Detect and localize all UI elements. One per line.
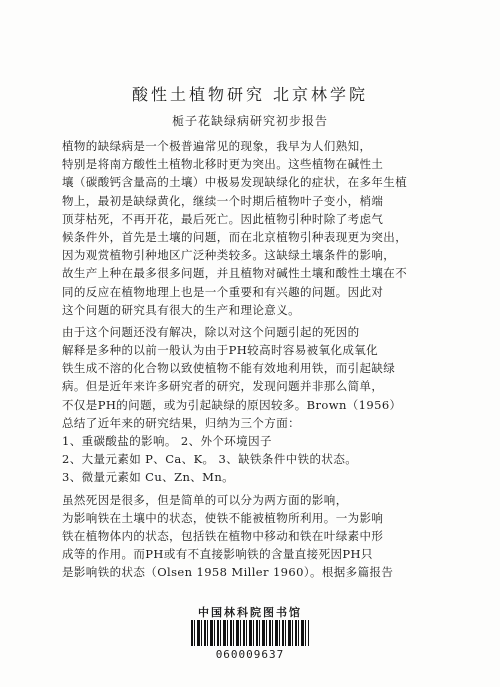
body-line: 病。但是近年来许多研究者的研究，发现问题并非那么简单，	[62, 379, 384, 394]
body-line: 植物的缺绿病是一个极普遍常见的现象，我早为人们熟知，	[62, 139, 372, 153]
body-line: 物上，最初是缺绿黄化，继续一个时期后植物叶子变小，梢端	[62, 193, 384, 208]
body-line: 成等的作用。而PH或有不直接影响铁的含量直接死因PH只	[62, 547, 373, 562]
barcode-number: 060009637	[215, 648, 285, 661]
body-line: 铁在植物体内的状态，包括铁在植物中移动和铁在叶绿素中形	[62, 528, 384, 543]
list-item: 1、重碳酸盐的影响。 2、外个环境因子	[62, 434, 272, 448]
body-line: 候条件外，首先是土壤的问题，而在北京植物引种表现更为突出，	[62, 229, 408, 244]
body-line: 顶芽枯死，不再开花，最后死亡。因此植物引种时除了考虑气	[62, 211, 384, 226]
document-body	[62, 137, 446, 582]
list-item: 2、大量元素如 P、Ca、K。 3、缺铁条件中铁的状态。	[62, 452, 358, 467]
body-line: 铁生成不溶的化合物以致使植物不能有效地利用铁，而引起缺绿	[62, 361, 396, 376]
body-line: 壤（碳酸钙含量高的土壤）中极易发现缺绿化的症状，在多年生植	[62, 175, 408, 190]
body-line: 总结了近年来的研究结果，归纳为三个方面：	[62, 415, 300, 430]
body-line: 是影响铁的状态（Olsen 1958 Miller 1960）。根据多篇报告	[62, 565, 394, 580]
document-title: 酸性土植物研究 北京林学院	[131, 85, 369, 104]
body-line: 不仅是PH的问题，或为引起缺绿的原因较多。Brown（1956）	[62, 397, 402, 412]
body-line: 解释是多种的以前一般认为由于PH较高时容易被氧化成氧化	[62, 343, 379, 358]
body-line: 因为观赏植物引种地区广泛种类较多。这缺绿土壤条件的影响，	[62, 248, 396, 263]
body-line: 由于这个问题还没有解决，除以对这个问题引起的死因的	[62, 324, 360, 339]
library-stamp: 中国林科院图书馆	[198, 606, 302, 619]
body-line: 特别是将南方酸性土植物北移时更为突出。这些植物在碱性土	[62, 157, 384, 172]
barcode	[191, 620, 309, 646]
body-line: 为影响铁在土壤中的状态，使铁不能被植物所利用。一为影响	[62, 510, 384, 525]
body-line: 虽然死因是很多，但是简单的可以分为两方面的影响，	[62, 492, 348, 507]
body-line: 故生产上种在最多很多问题，并且植物对碱性土壤和酸性土壤在不	[62, 266, 408, 281]
body-line: 同的反应在植物地理上也是一个重要和有兴趣的问题。因此对	[62, 284, 384, 299]
list-item: 3、微量元素如 Cu、Zn、Mn。	[62, 470, 235, 485]
document-subtitle: 栀子花缺绿病研究初步报告	[171, 114, 328, 128]
body-line: 这个问题的研究具有很大的生产和理论意义。	[62, 302, 300, 317]
